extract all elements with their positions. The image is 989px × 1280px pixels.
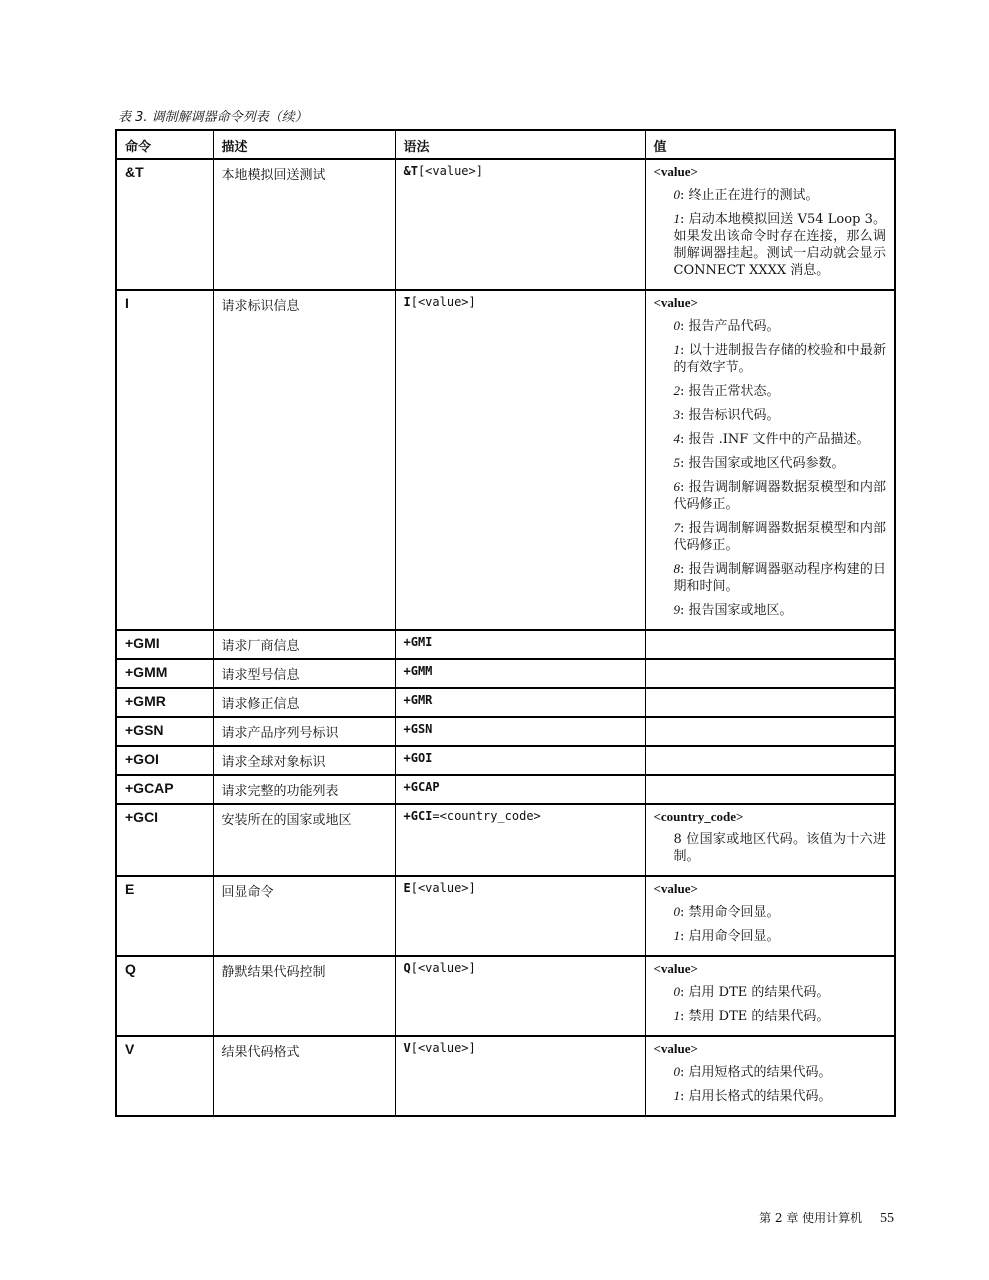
table-row	[116, 688, 895, 717]
description-cell: 请求产品序列号标识	[213, 717, 395, 746]
value-separator: :	[680, 432, 689, 447]
value-cell	[645, 290, 895, 630]
value-item	[674, 560, 887, 595]
value-text: 8 位国家或地区代码。该值为十六进制。	[673, 832, 886, 864]
syntax-command: V	[403, 1041, 411, 1055]
value-text: 禁用 DTE 的结果代码。	[688, 1009, 830, 1024]
table-row	[116, 804, 895, 876]
value-cell	[645, 775, 895, 804]
value-cell	[645, 876, 895, 956]
value-key: 0	[673, 1064, 680, 1079]
value-text: 报告标识代码。	[688, 408, 780, 423]
syntax-command: +GMI	[403, 635, 433, 649]
value-text: 启用 DTE 的结果代码。	[688, 985, 830, 1000]
syntax-cell	[395, 804, 645, 876]
description-cell: 静默结果代码控制	[213, 956, 395, 1036]
description-cell: 请求完整的功能列表	[213, 775, 395, 804]
value-separator: :	[680, 408, 689, 423]
syntax-command: I	[403, 295, 411, 309]
table-row	[116, 717, 895, 746]
description-cell: 回显命令	[213, 876, 395, 956]
command-cell: +GOI	[116, 746, 213, 775]
value-key: 7	[673, 520, 680, 535]
page-footer	[759, 1209, 894, 1227]
command-cell: E	[116, 876, 213, 956]
value-key: 0	[673, 318, 680, 333]
description-cell: 本地模拟回送测试	[213, 159, 395, 290]
value-text: 报告产品代码。	[688, 319, 780, 334]
value-cell	[645, 630, 895, 659]
chapter-label: 第 2 章 使用计算机	[759, 1211, 863, 1225]
value-item	[674, 1063, 887, 1081]
value-heading: <country_code>	[653, 809, 744, 824]
value-heading: <value>	[653, 1041, 698, 1056]
table-row	[116, 775, 895, 804]
table-row	[116, 159, 895, 290]
value-key: 9	[673, 602, 680, 617]
value-cell	[645, 717, 895, 746]
value-item	[674, 341, 887, 376]
value-separator: :	[680, 929, 689, 944]
syntax-command: E	[403, 881, 411, 895]
page-number: 55	[880, 1211, 894, 1226]
syntax-cell	[395, 876, 645, 956]
value-item	[674, 601, 887, 619]
table-row	[116, 290, 895, 630]
value-separator: :	[680, 1089, 689, 1104]
header-syntax: 语法	[395, 130, 645, 159]
value-item	[674, 317, 887, 335]
value-separator: :	[680, 212, 689, 227]
description-cell: 请求厂商信息	[213, 630, 395, 659]
syntax-cell	[395, 717, 645, 746]
value-separator: :	[680, 188, 689, 203]
value-key: 6	[673, 479, 680, 494]
syntax-command: +GMM	[403, 664, 433, 678]
command-cell: V	[116, 1036, 213, 1116]
syntax-parameter: [<value>]	[410, 881, 476, 895]
value-key: 1	[673, 1008, 680, 1023]
value-text: 报告调制解调器驱动程序构建的日期和时间。	[673, 562, 886, 594]
value-key: 5	[673, 455, 680, 470]
description-cell: 请求全球对象标识	[213, 746, 395, 775]
value-separator: :	[680, 384, 689, 399]
value-cell	[645, 159, 895, 290]
value-text: 启用长格式的结果代码。	[688, 1089, 832, 1104]
value-item	[674, 927, 887, 945]
value-separator: :	[680, 985, 689, 1000]
syntax-parameter: [<value>]	[410, 1041, 476, 1055]
syntax-parameter: =<country_code>	[432, 809, 541, 823]
modem-command-table	[115, 129, 896, 1117]
value-text: 禁用命令回显。	[688, 905, 780, 920]
description-cell: 请求型号信息	[213, 659, 395, 688]
value-heading: <value>	[653, 295, 698, 310]
description-cell: 结果代码格式	[213, 1036, 395, 1116]
table-row	[116, 630, 895, 659]
syntax-cell	[395, 290, 645, 630]
value-cell	[645, 746, 895, 775]
value-key: 1	[673, 928, 680, 943]
value-separator: :	[680, 480, 689, 495]
header-description: 描述	[213, 130, 395, 159]
table-row	[116, 1036, 895, 1116]
value-text: 启用短格式的结果代码。	[688, 1065, 832, 1080]
value-item	[674, 1087, 887, 1105]
syntax-cell	[395, 159, 645, 290]
syntax-cell	[395, 1036, 645, 1116]
syntax-command: +GCI	[403, 809, 433, 823]
syntax-command: +GOI	[403, 751, 433, 765]
value-text: 报告国家或地区代码参数。	[688, 456, 845, 471]
value-separator: :	[680, 1009, 689, 1024]
value-text: 报告调制解调器数据泵模型和内部代码修正。	[673, 521, 886, 553]
value-heading: <value>	[653, 164, 698, 179]
command-cell: +GCI	[116, 804, 213, 876]
value-text: 终止正在进行的测试。	[688, 188, 819, 203]
value-text: 报告国家或地区。	[688, 603, 793, 618]
syntax-cell	[395, 746, 645, 775]
value-text: 启用命令回显。	[688, 929, 780, 944]
syntax-parameter: [<value>]	[410, 961, 476, 975]
value-text: 报告调制解调器数据泵模型和内部代码修正。	[673, 480, 886, 512]
value-separator: :	[680, 905, 689, 920]
value-cell	[645, 688, 895, 717]
header-command: 命令	[116, 130, 213, 159]
value-cell	[645, 659, 895, 688]
value-separator: :	[680, 319, 689, 334]
command-cell: I	[116, 290, 213, 630]
value-key: 4	[673, 431, 680, 446]
value-item	[674, 1007, 887, 1025]
header-value: 值	[645, 130, 895, 159]
value-text: 启动本地模拟回送 V54 Loop 3。如果发出该命令时存在连接，那么调制解调器挂起。测试一启动就会显示 CONNECT XXXX 消息。	[673, 212, 886, 278]
command-cell: +GCAP	[116, 775, 213, 804]
value-text: 以十进制报告存储的校验和中最新的有效字节。	[673, 343, 886, 375]
value-item	[674, 983, 887, 1001]
description-cell: 请求标识信息	[213, 290, 395, 630]
syntax-command: +GSN	[403, 722, 433, 736]
value-separator: :	[680, 603, 689, 618]
syntax-cell	[395, 630, 645, 659]
command-cell: Q	[116, 956, 213, 1036]
value-key: 1	[673, 1088, 680, 1103]
syntax-command: +GMR	[403, 693, 433, 707]
command-cell: +GMM	[116, 659, 213, 688]
description-cell: 安装所在的国家或地区	[213, 804, 395, 876]
value-item	[674, 210, 887, 279]
value-key: 0	[673, 984, 680, 999]
value-key: 2	[673, 383, 680, 398]
table-header-row	[116, 130, 895, 159]
table-row	[116, 659, 895, 688]
table-body	[116, 159, 895, 1116]
table-row	[116, 746, 895, 775]
value-item	[674, 406, 887, 424]
syntax-command: Q	[403, 961, 411, 975]
syntax-parameter: [<value>]	[410, 295, 476, 309]
value-cell	[645, 956, 895, 1036]
value-item	[674, 903, 887, 921]
syntax-parameter: [<value>]	[417, 164, 483, 178]
command-cell: &T	[116, 159, 213, 290]
value-key: 1	[673, 211, 680, 226]
value-separator: :	[680, 521, 689, 536]
command-cell: +GMI	[116, 630, 213, 659]
table-row	[116, 956, 895, 1036]
value-key: 0	[673, 904, 680, 919]
value-key: 3	[673, 407, 680, 422]
command-cell: +GSN	[116, 717, 213, 746]
value-heading: <value>	[653, 881, 698, 896]
syntax-cell	[395, 956, 645, 1036]
value-item	[674, 454, 887, 472]
command-cell: +GMR	[116, 688, 213, 717]
syntax-cell	[395, 659, 645, 688]
value-text: 报告 .INF 文件中的产品描述。	[688, 432, 870, 447]
value-item	[674, 430, 887, 448]
value-separator: :	[680, 1065, 689, 1080]
table-caption: 表 3. 调制解调器命令列表（续）	[118, 110, 308, 125]
description-cell: 请求修正信息	[213, 688, 395, 717]
value-heading: <value>	[653, 961, 698, 976]
syntax-cell	[395, 775, 645, 804]
value-text: 报告正常状态。	[688, 384, 780, 399]
value-key: 1	[673, 342, 680, 357]
syntax-cell	[395, 688, 645, 717]
value-item	[674, 478, 887, 513]
table-row	[116, 876, 895, 956]
value-item	[674, 519, 887, 554]
value-key: 8	[673, 561, 680, 576]
value-item	[674, 186, 887, 204]
value-separator: :	[680, 343, 689, 358]
value-item	[674, 382, 887, 400]
value-item	[674, 831, 887, 865]
value-cell	[645, 1036, 895, 1116]
syntax-command: &T	[403, 164, 418, 178]
value-key: 0	[673, 187, 680, 202]
value-cell	[645, 804, 895, 876]
value-separator: :	[680, 562, 689, 577]
value-separator: :	[680, 456, 689, 471]
syntax-command: +GCAP	[403, 780, 440, 794]
